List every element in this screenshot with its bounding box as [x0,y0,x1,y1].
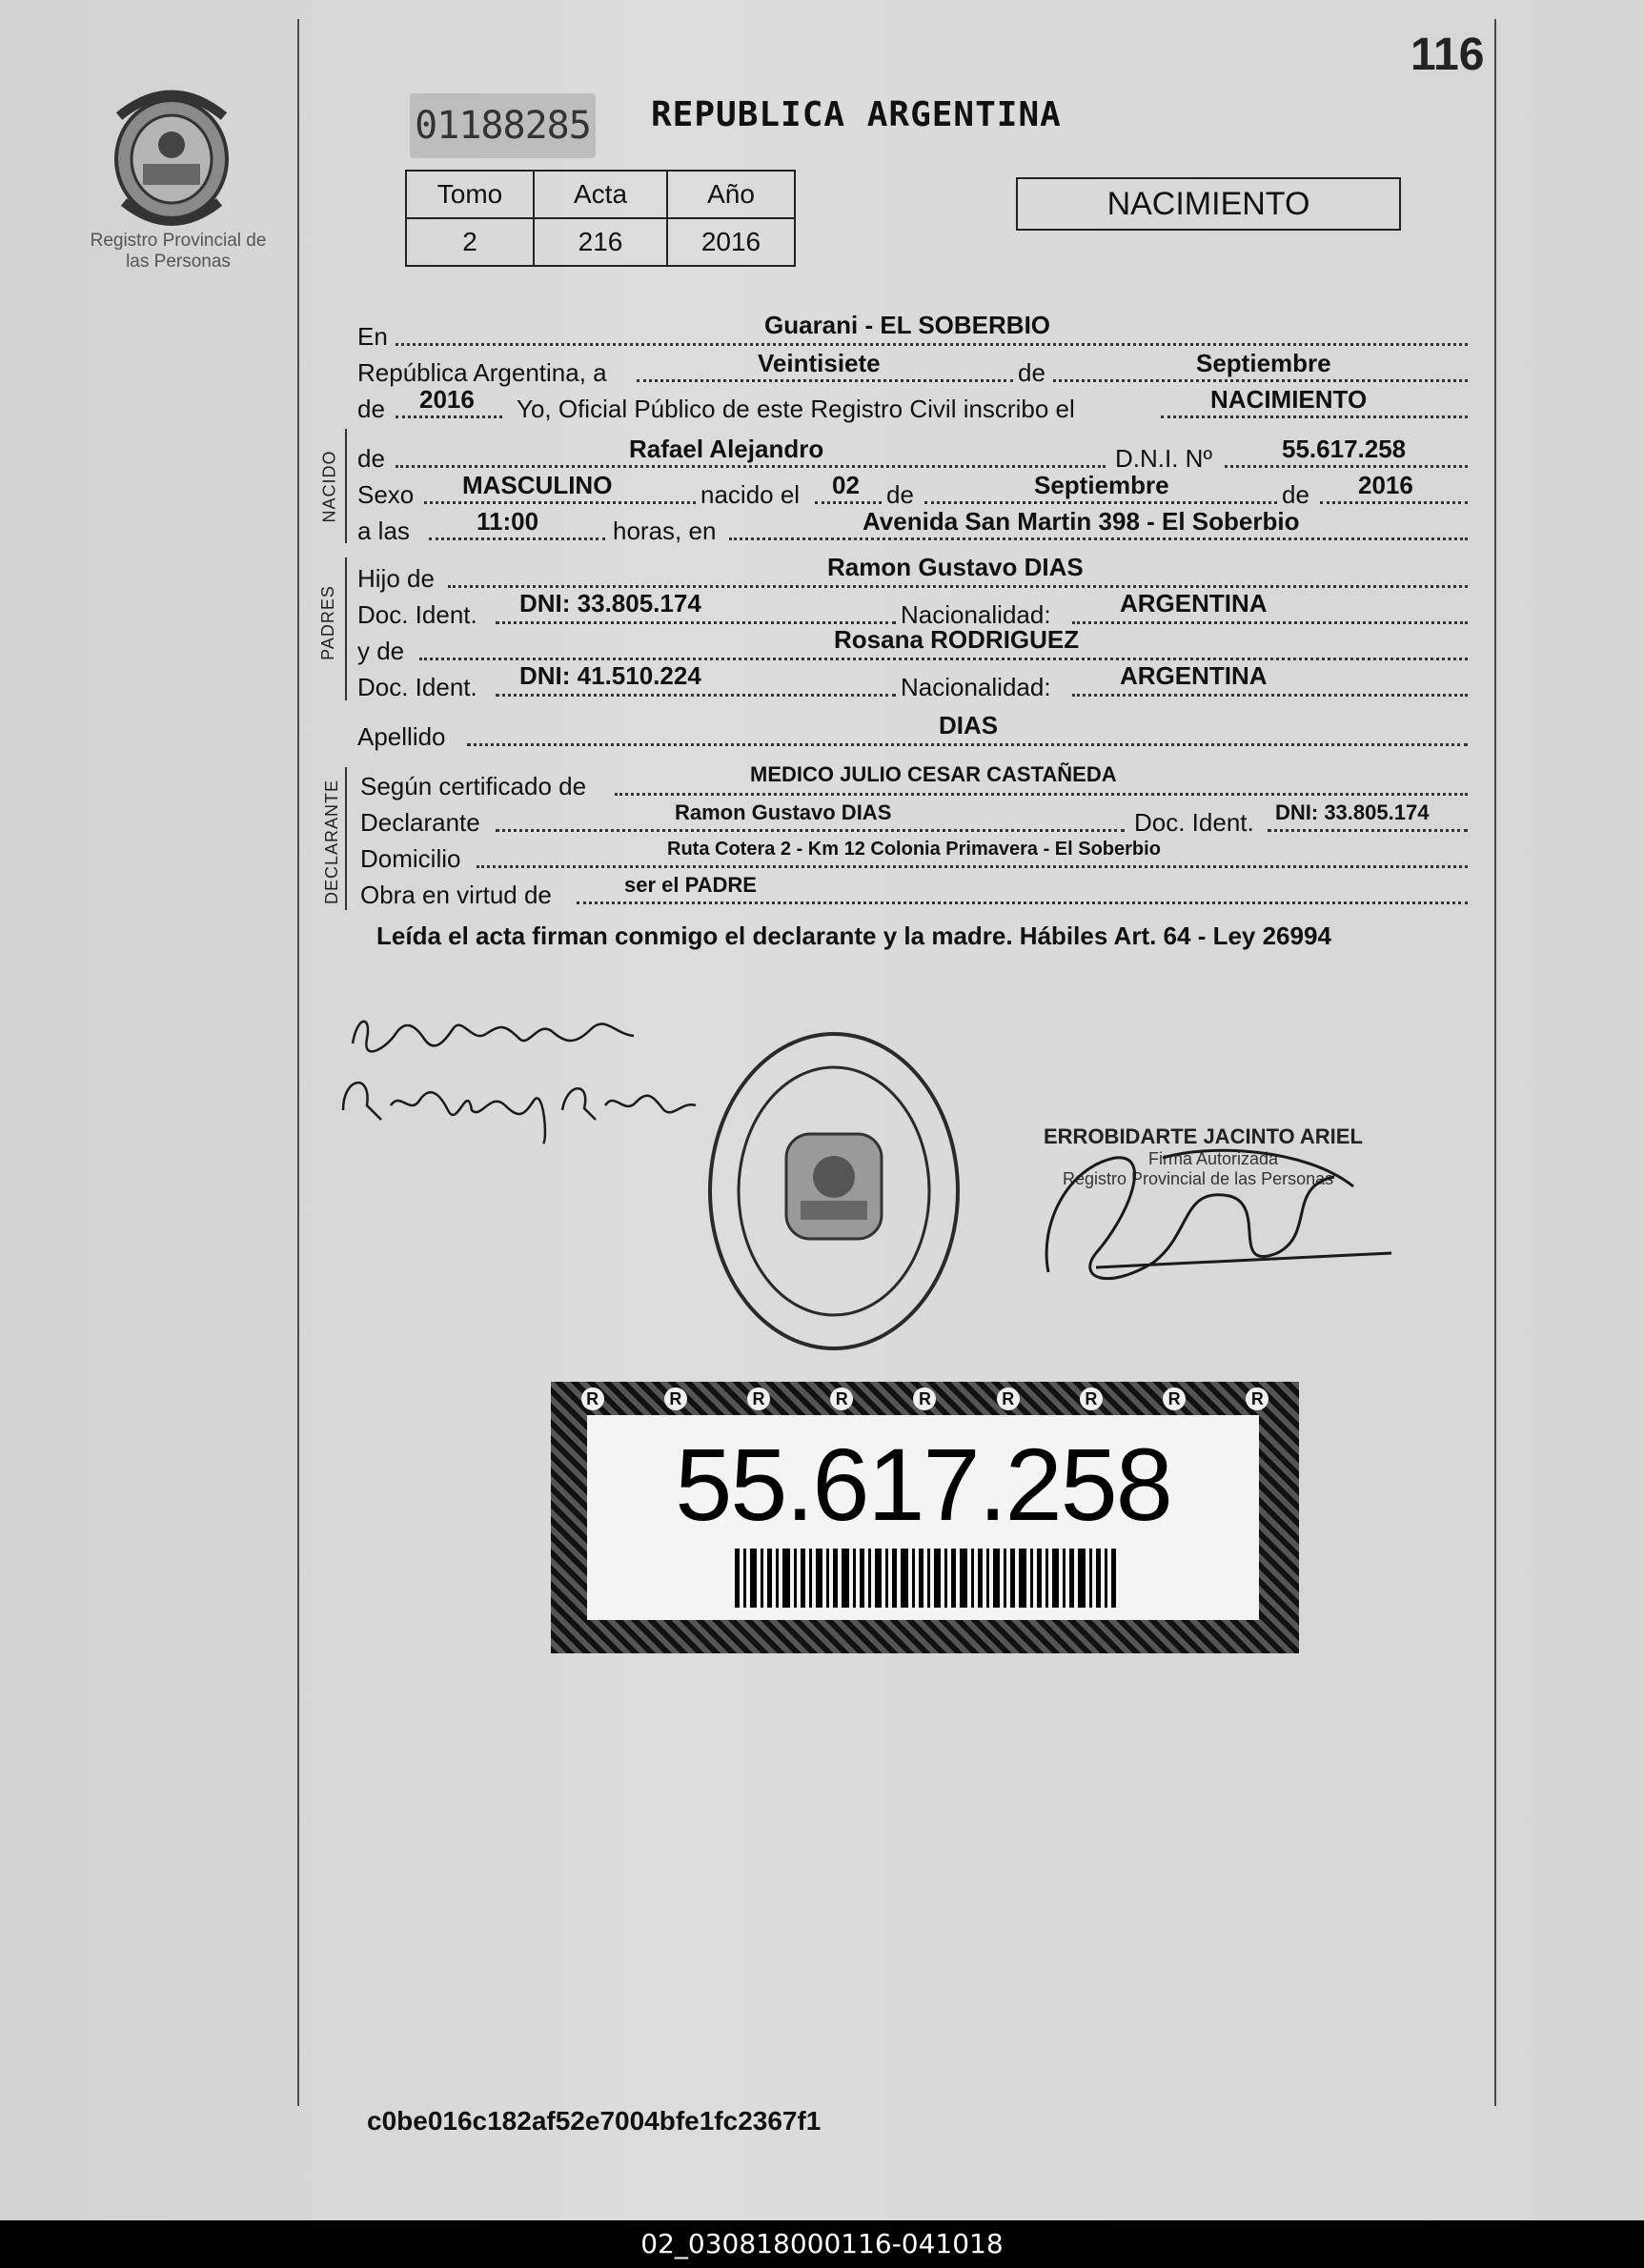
dotted-line [396,343,1468,346]
dotted-line [1161,415,1468,418]
signature-padre [348,1005,653,1063]
value-nombre: Rafael Alejandro [629,435,824,463]
label-sexo: Sexo [357,480,415,509]
document-hash: c0be016c182af52e7004bfe1fc2367f1 [367,2106,822,2136]
logo-caption: Registro Provincial de las Personas [90,231,267,272]
dotted-line [615,793,1468,796]
official-role: Firma Autorizada [1148,1149,1279,1168]
value-madre-doc: DNI: 41.510.224 [519,661,701,690]
dotted-line [396,415,502,418]
dotted-line [496,694,896,697]
value-obra: ser el PADRE [624,873,757,897]
right-margin-line [1494,19,1496,2106]
barcode-bars [735,1549,1116,1608]
dotted-line [1072,621,1468,624]
label-nacido-el: nacido el [700,480,801,509]
barcode-panel [587,1415,1259,1620]
label-de-name: de [357,444,385,473]
registered-mark: R [1080,1387,1103,1410]
label-apellido: Apellido [357,722,446,751]
value-acta: 216 [534,218,667,266]
dotted-line [815,501,882,504]
value-anio: 2016 [667,218,795,266]
value-anio-nac: 2016 [1358,471,1413,499]
value-anio: 2016 [419,385,475,414]
value-madre: Rosana RODRIGUEZ [834,625,1080,654]
label-doc-ident3: Doc. Ident. [1134,808,1254,837]
label-segun: Según certificado de [360,772,587,800]
country-title: REPUBLICA ARGENTINA [651,95,1062,134]
dotted-line [424,501,696,504]
section-bracket-nacido [345,429,347,543]
dotted-line [924,501,1277,504]
registered-mark: R [1246,1387,1269,1410]
label-a-las: a las [357,516,410,545]
label-de-year: de [357,395,385,423]
header-anio: Año [667,171,795,218]
dotted-line [448,585,1468,588]
dotted-line [396,465,1106,468]
label-republica: República Argentina, a [357,358,607,387]
value-padre: Ramon Gustavo DIAS [827,553,1084,581]
section-nacido: NACIDO [319,450,339,523]
dotted-line [729,537,1468,540]
label-hijo-de: Hijo de [357,564,435,593]
label-de-month: de [886,480,914,509]
value-apellido: DIAS [939,711,999,739]
value-dni: 55.617.258 [1282,435,1407,463]
value-tipo: NACIMIENTO [1210,385,1368,414]
section-bracket-declarante [345,767,347,910]
dotted-line [496,829,1125,832]
value-certificado: MEDICO JULIO CESAR CASTAÑEDA [750,762,1117,786]
section-declarante: DECLARANTE [322,779,342,905]
record-table [405,170,796,267]
label-de-year2: de [1282,480,1309,509]
dotted-line [477,865,1468,868]
dotted-line [577,901,1468,904]
registered-mark: R [997,1387,1020,1410]
value-padre-nac: ARGENTINA [1120,589,1268,618]
dotted-line [1320,501,1468,504]
label-declarante: Declarante [360,808,480,837]
label-y-de: y de [357,637,405,665]
page-number: 116 [1411,30,1485,80]
label-horas-en: horas, en [613,516,717,545]
dotted-line [429,537,605,540]
label-en: En [357,322,388,351]
value-lugar-nac: Avenida San Martin 398 - El Soberbio [863,507,1300,536]
dotted-line [1072,694,1468,697]
value-madre-nac: ARGENTINA [1120,661,1268,690]
value-declarante: Ramon Gustavo DIAS [675,800,892,824]
closing-statement: Leída el acta firman conmigo el declarante y la madre. Hábiles Art. 64 - Ley 26994 [376,921,1331,950]
value-declarante-doc: DNI: 33.805.174 [1275,800,1430,824]
registered-mark: R [581,1387,604,1410]
footer-id: 02_030818000116-041018 [0,2220,1644,2268]
barcode-rmarks [551,1387,1299,1412]
value-hora: 11:00 [477,507,539,536]
dotted-line [1053,379,1468,382]
registered-mark: R [664,1387,687,1410]
record-type-box: NACIMIENTO [1016,177,1401,231]
value-tomo: 2 [406,218,534,266]
label-de1: de [1018,358,1045,387]
value-padre-doc: DNI: 33.805.174 [519,589,701,618]
value-dia: Veintisiete [758,349,881,377]
official-signature [1039,1129,1401,1301]
registered-mark: R [830,1387,853,1410]
label-dni: D.N.I. Nº [1115,444,1212,473]
dotted-line [1268,829,1468,832]
header-tomo: Tomo [406,171,534,218]
dotted-line [419,658,1468,660]
label-doc-ident2: Doc. Ident. [357,673,477,701]
section-padres: PADRES [317,585,337,660]
official-name: ERROBIDARTE JACINTO ARIEL [1044,1124,1363,1148]
value-lugar: Guarani - EL SOBERBIO [764,311,1051,339]
barcode-label [551,1382,1299,1653]
dotted-line [637,379,1013,382]
label-nacionalidad1: Nacionalidad: [901,600,1051,629]
dotted-line [467,743,1468,746]
label-inscribo: Yo, Oficial Público de este Registro Civil inscribo el [517,395,1075,423]
left-margin-line [297,19,299,2106]
label-nacionalidad2: Nacionalidad: [901,673,1051,701]
registered-mark: R [913,1387,936,1410]
official-seal [691,1010,977,1372]
serial-number: 01188285 [410,93,596,158]
header-acta: Acta [534,171,667,218]
label-domicilio: Domicilio [360,844,461,873]
dotted-line [496,621,896,624]
dotted-line [1225,465,1468,468]
value-mes: Septiembre [1196,349,1331,377]
section-bracket-padres [345,557,347,700]
label-doc-ident1: Doc. Ident. [357,600,477,629]
official-org: Registro Provincial de las Personas [1063,1169,1334,1188]
barcode-number: 55.617.258 [675,1427,1171,1542]
signature-madre [338,1063,710,1148]
registered-mark: R [1163,1387,1186,1410]
value-domicilio: Ruta Cotera 2 - Km 12 Colonia Primavera - El Soberbio [667,839,1161,860]
value-mes-nac: Septiembre [1034,471,1169,499]
value-dia-nac: 02 [832,471,860,499]
provincial-logo [100,78,243,231]
label-obra: Obra en virtud de [360,881,552,909]
value-sexo: MASCULINO [462,471,613,499]
registered-mark: R [747,1387,770,1410]
